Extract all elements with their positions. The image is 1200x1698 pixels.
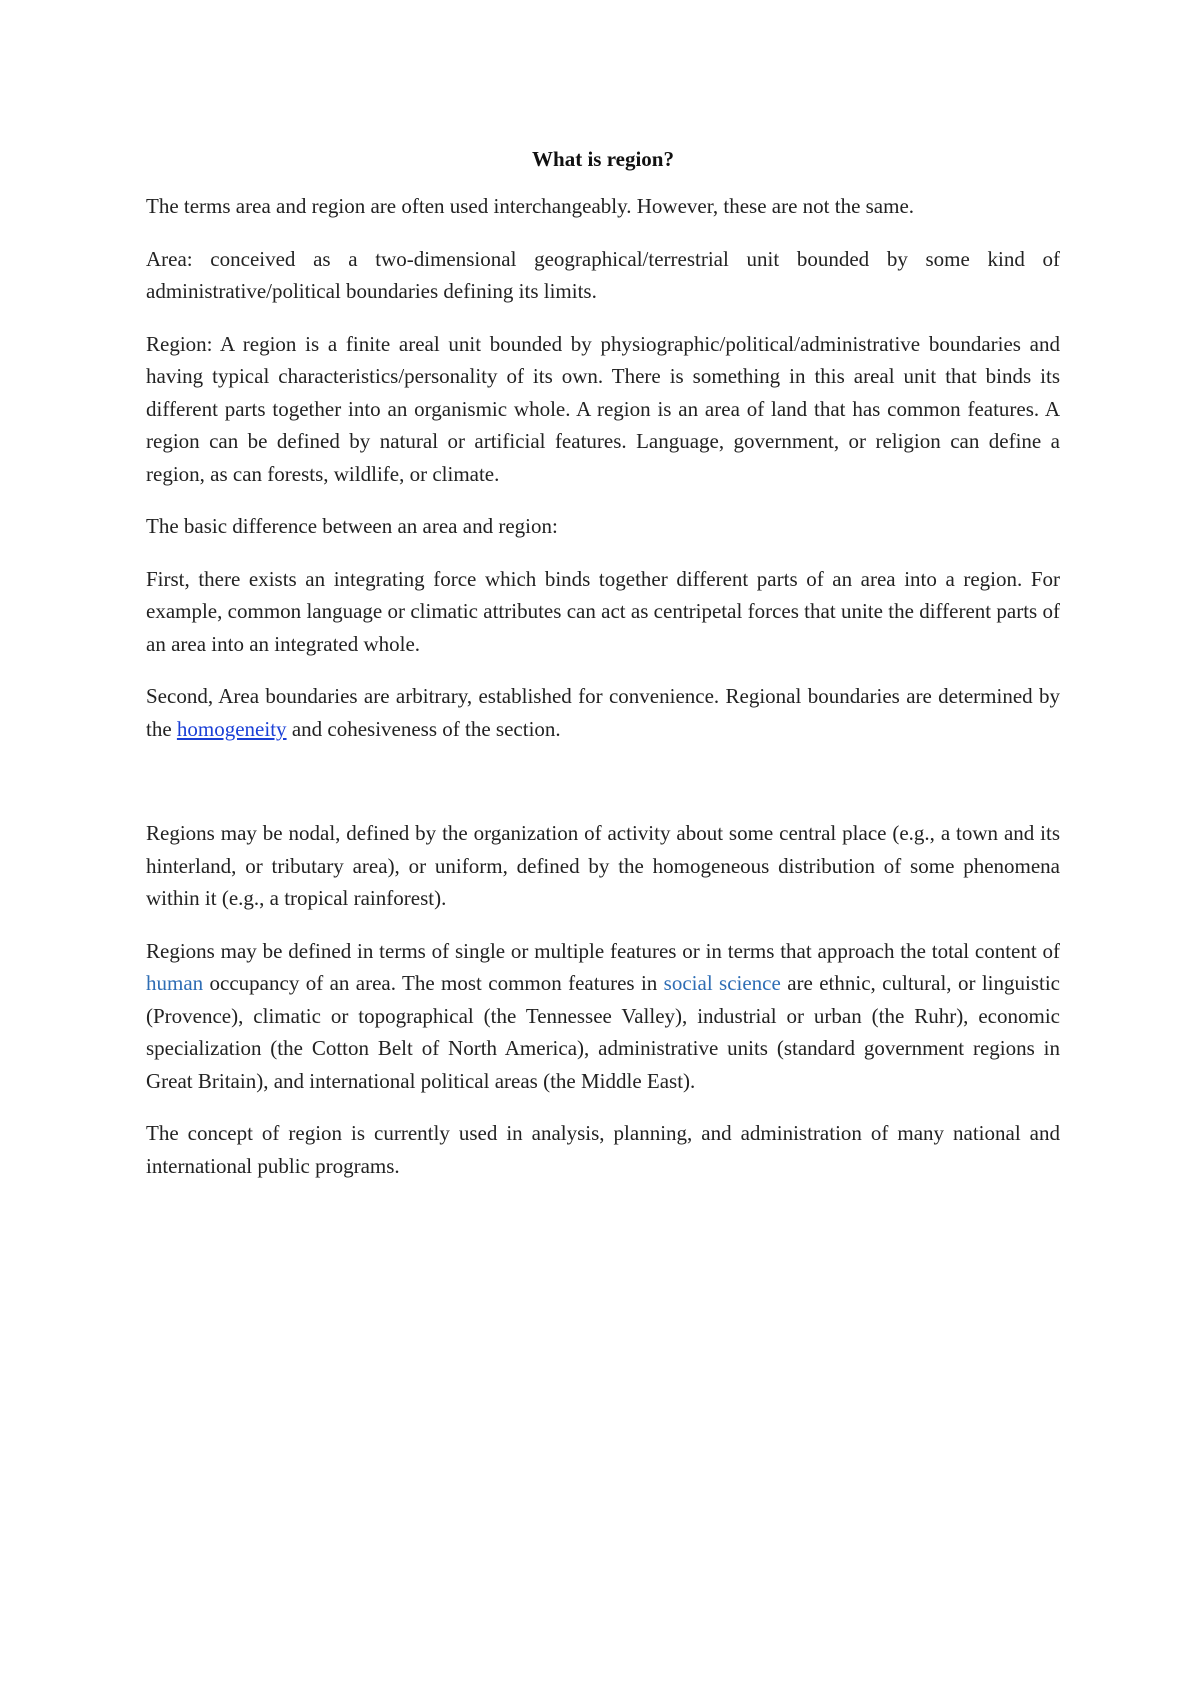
features-text-part2: occupancy of an area. The most common features in <box>203 971 664 995</box>
paragraph-features <box>146 935 1060 1098</box>
homogeneity-link[interactable]: homogeneity <box>176 716 287 741</box>
features-text-part3: are ethnic, cultural, or linguistic (Provence), climatic or topographical (the Tennessee Valley), industrial or urban (the Ruhr), economic specialization (the Cotton Belt of North America), administrative units (standard government regions in Great Britain), and international political areas (the Middle East). <box>146 971 1060 1093</box>
paragraph-region-definition: Region: A region is a finite areal unit bounded by physiographic/political/administrative boundaries and having typical characteristics/personality of its own. There is something in this areal unit that binds its different parts together into an organismic whole. A region is an area of land that has common features. A region can be defined by natural or artificial features. Language, government, or religion can define a region, as can forests, wildlife, or climate. <box>146 331 1060 486</box>
paragraph-concept-usage: The concept of region is currently used in analysis, planning, and administration of many national and international public programs. <box>146 1121 1060 1178</box>
page-title: What is region? <box>532 147 674 171</box>
paragraph-nodal-uniform: Regions may be nodal, defined by the organization of activity about some central place (e.g., a town and its hinterland, or tributary area), or uniform, defined by the homogeneous distribution of some phenomena within it (e.g., a tropical rainforest). <box>146 821 1060 910</box>
paragraph-first-difference: First, there exists an integrating force which binds together different parts of an area into a region. For example, common language or climatic attributes can act as centripetal forces that unite the different parts of an area into an integrated whole. <box>146 566 1060 656</box>
blank-space <box>146 765 1060 817</box>
features-text-part1: Regions may be defined in terms of single or multiple features or in terms that approach the total content of <box>146 938 1060 963</box>
social-science-link[interactable]: social science <box>663 971 781 995</box>
paragraph-intro: The terms area and region are often used interchangeably. However, these are not the same. <box>146 194 915 218</box>
paragraph-difference-heading: The basic difference between an area and region: <box>146 514 558 538</box>
second-difference-text-after: and cohesiveness of the section. <box>286 716 561 741</box>
paragraph-area-definition: Area: conceived as a two-dimensional geographical/terrestrial unit bounded by some kind of administrative/political boundaries defining its limits. <box>146 246 1060 303</box>
second-difference-text-before: Second, Area boundaries are arbitrary, established for convenience. Regional boundaries are determined by the <box>146 684 1060 741</box>
document-body <box>146 144 1060 1202</box>
human-link[interactable]: human <box>146 971 204 995</box>
paragraph-second-difference <box>146 680 1060 745</box>
